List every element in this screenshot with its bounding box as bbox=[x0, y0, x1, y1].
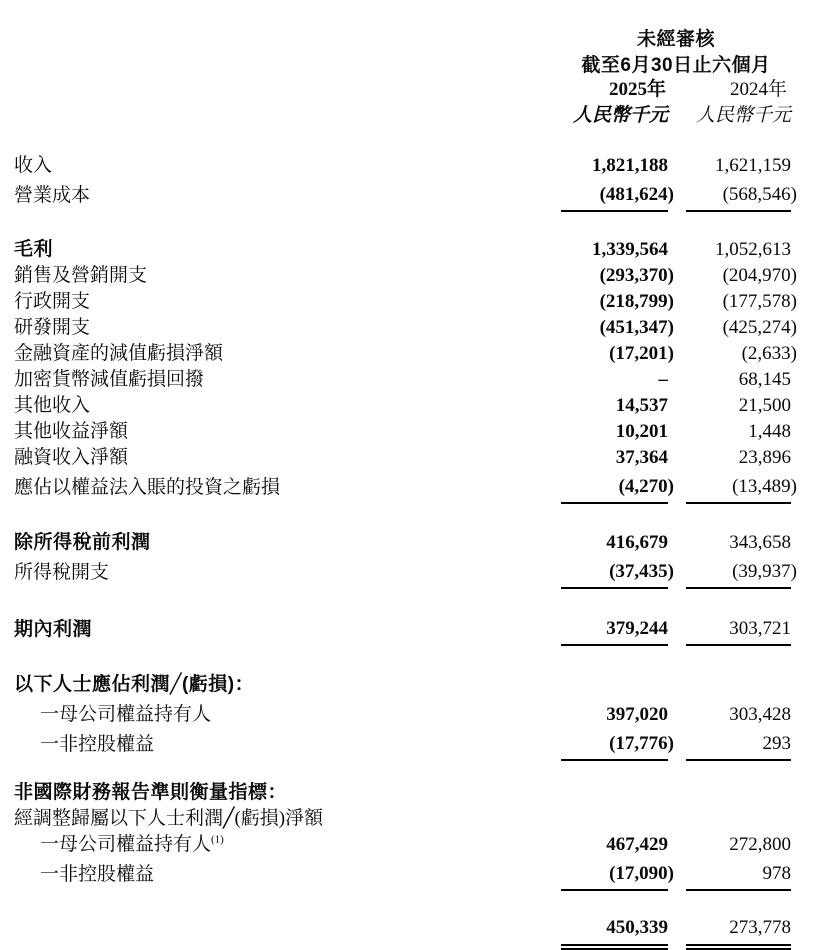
table-row bbox=[14, 392, 791, 418]
header-year-row bbox=[14, 78, 791, 102]
value-2025-text: 379,244 bbox=[606, 618, 668, 639]
value-2024 bbox=[686, 910, 791, 947]
table-row bbox=[14, 727, 791, 760]
column-gap bbox=[668, 392, 686, 418]
row-label bbox=[14, 262, 561, 288]
value-2024 bbox=[686, 262, 798, 288]
row-label-text: 一母公司權益持有人 bbox=[40, 704, 212, 725]
value-2024 bbox=[686, 669, 791, 697]
value-2025-text: (37,435) bbox=[609, 561, 674, 582]
table-row bbox=[14, 152, 791, 178]
table-row bbox=[14, 910, 791, 947]
row-label-text: 以下人士應佔利潤╱(虧損)： bbox=[14, 674, 255, 695]
value-2025 bbox=[561, 314, 674, 340]
spacer-row bbox=[14, 211, 791, 236]
value-2025-text: (4,270) bbox=[618, 476, 674, 497]
table-row bbox=[14, 444, 791, 470]
spacer-row bbox=[14, 128, 791, 152]
row-label bbox=[14, 612, 561, 645]
column-gap bbox=[668, 831, 686, 857]
value-2025 bbox=[561, 288, 674, 314]
row-label-text: 行政開支 bbox=[14, 291, 91, 312]
column-gap bbox=[668, 779, 686, 805]
row-label bbox=[14, 392, 561, 418]
table-row bbox=[14, 178, 791, 211]
row-label bbox=[14, 288, 561, 314]
value-2024 bbox=[686, 555, 798, 588]
row-label bbox=[14, 470, 561, 503]
row-label-text: 應佔以權益法入賬的投資之虧損 bbox=[14, 477, 281, 498]
table-row bbox=[14, 529, 791, 555]
column-gap bbox=[668, 152, 686, 178]
header-spacer-cell bbox=[14, 78, 561, 102]
row-label bbox=[14, 831, 561, 857]
value-2024 bbox=[686, 612, 791, 645]
period-label: 截至6月30日止六個月 bbox=[581, 55, 771, 76]
spacer-row bbox=[14, 588, 791, 612]
value-2025 bbox=[561, 805, 668, 831]
row-label-text: 經調整歸屬以下人士利潤╱(虧損)淨額 bbox=[14, 808, 324, 829]
row-label-text: 所得稅開支 bbox=[14, 562, 110, 583]
value-2025-text: 10,201 bbox=[615, 421, 668, 442]
column-gap bbox=[668, 444, 686, 470]
value-2024 bbox=[686, 697, 791, 727]
row-label-text: 非國際財務報告準則衡量指標： bbox=[14, 782, 288, 803]
row-label bbox=[14, 727, 561, 760]
column-gap bbox=[668, 418, 686, 444]
value-2025-text: (451,347) bbox=[599, 317, 674, 338]
value-2024-text: (204,970) bbox=[722, 265, 798, 286]
value-2025-text: 450,339 bbox=[606, 917, 668, 938]
year-2025-label: 2025年 bbox=[608, 79, 666, 100]
column-gap bbox=[668, 236, 686, 262]
row-label-text: 研發開支 bbox=[14, 317, 91, 338]
header-unit-row bbox=[14, 102, 791, 128]
value-2025-text: (293,370) bbox=[599, 265, 674, 286]
value-2024 bbox=[686, 444, 791, 470]
unit-2024-label: 人民幣千元 bbox=[696, 105, 792, 126]
value-2024-text: (568,546) bbox=[722, 184, 798, 205]
row-label bbox=[14, 669, 561, 697]
value-2025 bbox=[561, 236, 668, 262]
value-2024 bbox=[686, 727, 791, 760]
row-label bbox=[14, 418, 561, 444]
value-2024 bbox=[686, 857, 791, 890]
section-header-row bbox=[14, 669, 791, 697]
table-row bbox=[14, 314, 791, 340]
value-2025-text: 416,679 bbox=[606, 532, 668, 553]
unit-2025-label: 人民幣千元 bbox=[572, 105, 668, 126]
row-label bbox=[14, 857, 561, 890]
value-2025 bbox=[561, 910, 668, 947]
value-2024 bbox=[686, 470, 798, 503]
header-spacer-cell bbox=[14, 52, 561, 78]
value-2025 bbox=[561, 262, 674, 288]
row-label bbox=[14, 236, 561, 262]
footnote-marker: (1) bbox=[211, 833, 224, 846]
value-2025 bbox=[561, 529, 668, 555]
audit-status-label: 未經審核 bbox=[637, 29, 716, 50]
section-header-row bbox=[14, 805, 791, 831]
value-2024 bbox=[686, 779, 791, 805]
value-2024-text: 273,778 bbox=[729, 917, 792, 938]
value-2025-text: 467,429 bbox=[606, 834, 668, 855]
table-row bbox=[14, 262, 791, 288]
row-label-text: 一非控股權益 bbox=[40, 864, 155, 885]
row-label bbox=[14, 178, 561, 211]
value-2024 bbox=[686, 288, 798, 314]
value-2025 bbox=[561, 612, 668, 645]
table-row bbox=[14, 340, 791, 366]
spacer-row bbox=[14, 503, 791, 529]
value-2024-text: 293 bbox=[762, 733, 792, 754]
value-2025 bbox=[561, 727, 674, 760]
spacer-row bbox=[14, 645, 791, 669]
row-label bbox=[14, 805, 561, 831]
column-gap bbox=[668, 78, 686, 102]
value-2024 bbox=[686, 418, 791, 444]
value-2025 bbox=[561, 470, 674, 503]
table-body bbox=[14, 152, 798, 947]
row-label bbox=[14, 555, 561, 588]
column-gap bbox=[668, 805, 686, 831]
row-label-text: 除所得稅前利潤 bbox=[14, 532, 151, 553]
row-label-text: 毛利 bbox=[14, 239, 54, 260]
value-2024 bbox=[686, 178, 798, 211]
header-audit-row bbox=[14, 26, 791, 52]
row-label bbox=[14, 910, 561, 947]
value-2024-text: (2,633) bbox=[741, 343, 798, 364]
value-2024 bbox=[686, 236, 791, 262]
row-label-text: 金融資產的減值虧損淨額 bbox=[14, 343, 224, 364]
value-2025-text: – bbox=[658, 369, 668, 390]
value-2024-text: 1,448 bbox=[748, 421, 792, 442]
column-gap bbox=[668, 102, 686, 128]
value-2025-text: 37,364 bbox=[615, 447, 668, 468]
value-2024-text: (13,489) bbox=[732, 476, 798, 497]
table-row bbox=[14, 857, 791, 890]
table-header bbox=[14, 26, 791, 152]
value-2024-text: 272,800 bbox=[729, 834, 792, 855]
table-row bbox=[14, 288, 791, 314]
section-header-row bbox=[14, 779, 791, 805]
header-spacer-cell bbox=[14, 102, 561, 128]
row-label-text: 收入 bbox=[14, 155, 53, 176]
row-label-text: 一母公司權益持有人 bbox=[40, 834, 212, 855]
value-2025 bbox=[561, 178, 674, 211]
value-2025 bbox=[561, 392, 668, 418]
spacer-cell bbox=[14, 128, 791, 152]
column-gap bbox=[668, 529, 686, 555]
value-2025 bbox=[561, 697, 668, 727]
spacer-cell bbox=[14, 211, 791, 236]
value-2025-text: (17,776) bbox=[609, 733, 674, 754]
value-2024-text: 1,621,159 bbox=[715, 155, 792, 176]
value-2025 bbox=[561, 418, 668, 444]
value-2024-text: 23,896 bbox=[738, 447, 792, 468]
value-2024 bbox=[686, 831, 791, 857]
value-2025-text: (481,624) bbox=[599, 184, 674, 205]
row-label-text: 加密貨幣減值虧損回撥 bbox=[14, 369, 205, 390]
row-label-text: 一非控股權益 bbox=[40, 734, 155, 755]
row-label bbox=[14, 697, 561, 727]
value-2025 bbox=[561, 152, 668, 178]
value-2025-text: (17,090) bbox=[609, 863, 674, 884]
value-2024-text: 21,500 bbox=[738, 395, 792, 416]
spacer-cell bbox=[14, 760, 791, 779]
income-statement-table bbox=[14, 26, 798, 950]
year-2024-label: 2024年 bbox=[730, 79, 788, 100]
spacer-cell bbox=[14, 503, 791, 529]
value-2024 bbox=[686, 314, 798, 340]
header-spacer-cell bbox=[14, 26, 561, 52]
spacer-cell bbox=[14, 645, 791, 669]
row-label-text: 融資收入淨額 bbox=[14, 447, 129, 468]
row-label bbox=[14, 340, 561, 366]
value-2024 bbox=[686, 152, 791, 178]
row-label bbox=[14, 366, 561, 392]
table-row bbox=[14, 366, 791, 392]
column-gap bbox=[668, 910, 686, 947]
value-2024-text: 1,052,613 bbox=[715, 239, 792, 260]
value-2025 bbox=[561, 555, 674, 588]
value-2024-text: 303,721 bbox=[729, 618, 792, 639]
value-2024 bbox=[686, 529, 791, 555]
spacer-cell bbox=[14, 588, 791, 612]
row-label bbox=[14, 152, 561, 178]
value-2024 bbox=[686, 392, 791, 418]
value-2025 bbox=[561, 831, 668, 857]
spacer-row bbox=[14, 760, 791, 779]
table-row bbox=[14, 418, 791, 444]
value-2025 bbox=[561, 669, 668, 697]
value-2025 bbox=[561, 340, 674, 366]
row-label-text: 期內利潤 bbox=[14, 619, 93, 640]
value-2024 bbox=[686, 340, 798, 366]
column-gap bbox=[668, 366, 686, 392]
column-gap bbox=[668, 612, 686, 645]
table-row bbox=[14, 697, 791, 727]
value-2024-text: 978 bbox=[762, 863, 792, 884]
value-2024 bbox=[686, 805, 791, 831]
column-gap bbox=[668, 697, 686, 727]
table-row bbox=[14, 612, 791, 645]
value-2025-text: 397,020 bbox=[606, 704, 668, 725]
row-label bbox=[14, 444, 561, 470]
spacer-cell bbox=[14, 890, 791, 910]
row-label bbox=[14, 779, 561, 805]
value-2024-text: 303,428 bbox=[729, 704, 792, 725]
row-label bbox=[14, 529, 561, 555]
spacer-row bbox=[14, 890, 791, 910]
value-2024-text: (177,578) bbox=[722, 291, 798, 312]
value-2024-text: 343,658 bbox=[729, 532, 792, 553]
value-2025-text: 1,339,564 bbox=[592, 239, 668, 260]
value-2024-text: 68,145 bbox=[738, 369, 792, 390]
table-row bbox=[14, 470, 791, 503]
value-2025 bbox=[561, 366, 668, 392]
value-2025 bbox=[561, 779, 668, 805]
header-period-row bbox=[14, 52, 791, 78]
table-row bbox=[14, 555, 791, 588]
value-2024 bbox=[686, 366, 791, 392]
column-gap bbox=[668, 669, 686, 697]
value-2025-text: (218,799) bbox=[599, 291, 674, 312]
row-label-text: 營業成本 bbox=[14, 185, 91, 206]
value-2025 bbox=[561, 857, 674, 890]
row-label-text: 銷售及營銷開支 bbox=[14, 265, 148, 286]
value-2025-text: (17,201) bbox=[609, 343, 674, 364]
table-row bbox=[14, 236, 791, 262]
value-2025-text: 1,821,188 bbox=[592, 155, 668, 176]
value-2024-text: (425,274) bbox=[722, 317, 798, 338]
row-label-text: 其他收益淨額 bbox=[14, 421, 129, 442]
table-row bbox=[14, 831, 791, 857]
row-label bbox=[14, 314, 561, 340]
value-2025-text: 14,537 bbox=[615, 395, 668, 416]
value-2025 bbox=[561, 444, 668, 470]
value-2024-text: (39,937) bbox=[732, 561, 798, 582]
row-label-text: 其他收入 bbox=[14, 395, 91, 416]
